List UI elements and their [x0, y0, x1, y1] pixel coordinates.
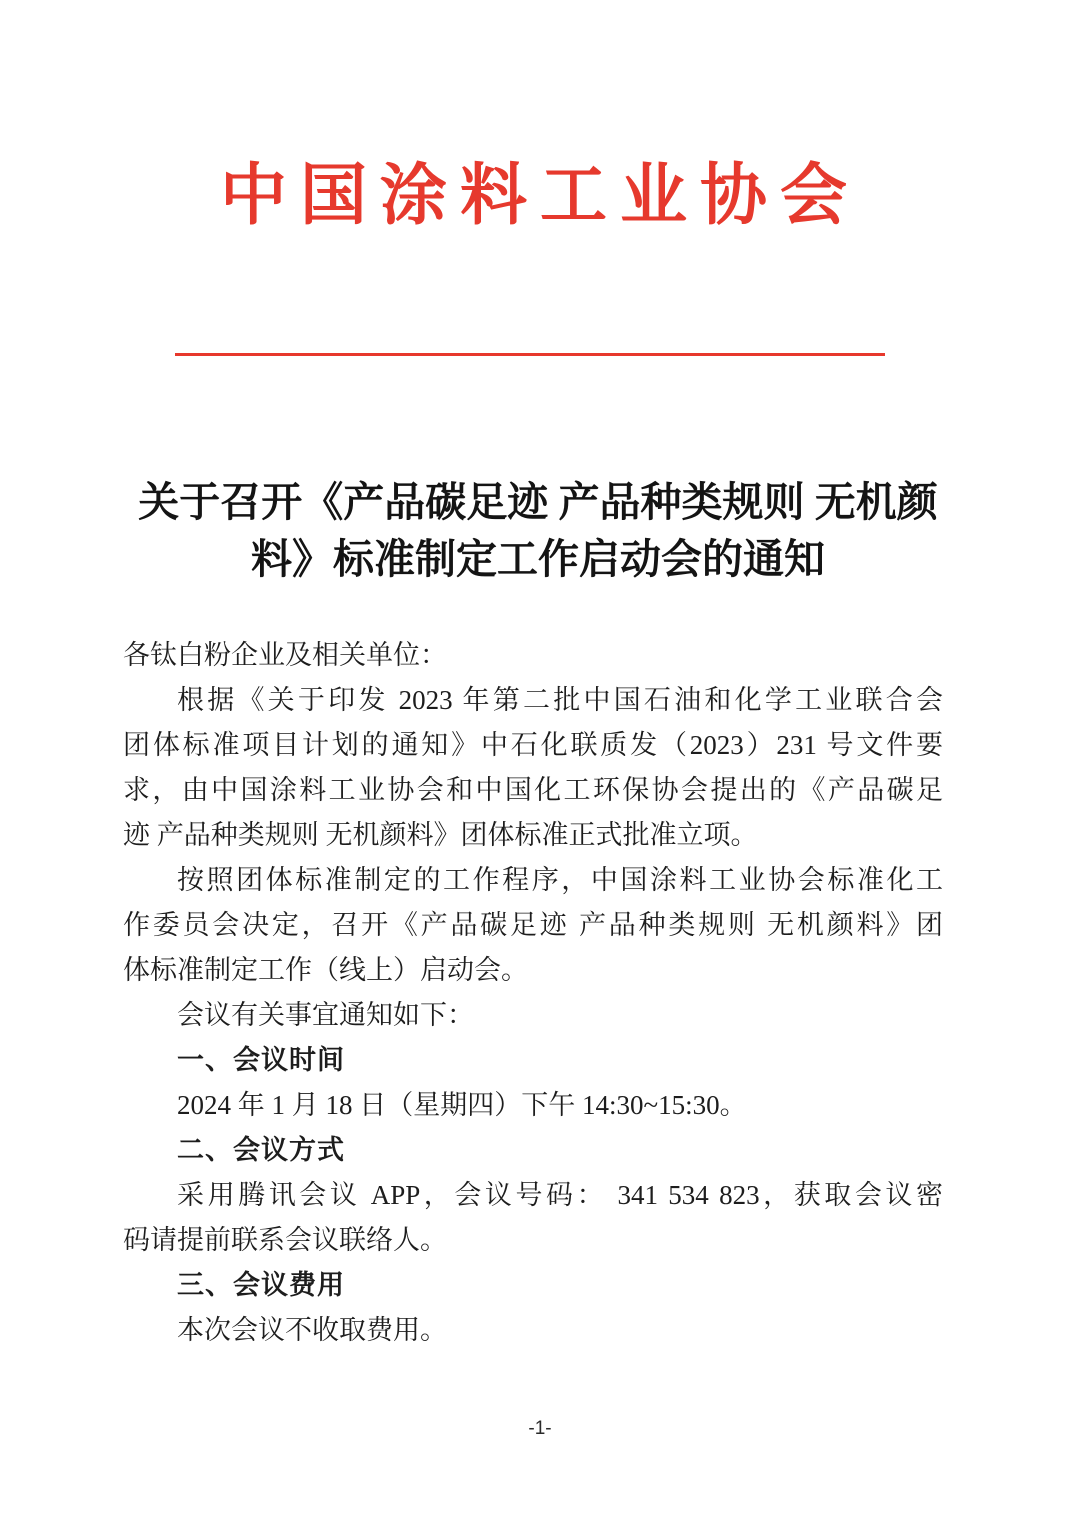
page-number: -1- — [528, 1418, 552, 1439]
paragraph-line: 根据《关于印发 2023 年第二批中国石油和化学工业联合会 — [177, 685, 943, 715]
paragraph-line: 迹 产品种类规则 无机颜料》团体标准正式批准立项。 — [123, 820, 758, 850]
section-heading-meeting-fee: 三、会议费用 — [177, 1270, 345, 1300]
letterhead-divider-rule — [175, 353, 885, 356]
meeting-method-line: 码请提前联系会议联络人。 — [123, 1225, 447, 1255]
salutation-line: 各钛白粉企业及相关单位： — [123, 640, 447, 670]
paragraph-line: 会议有关事宜通知如下： — [177, 1000, 474, 1030]
paragraph-line: 团体标准项目计划的通知》中石化联质发（2023）231 号文件要 — [123, 730, 943, 760]
paragraph-line: 按照团体标准制定的工作程序，中国涂料工业协会标准化工 — [177, 865, 943, 895]
section-heading-meeting-time: 一、会议时间 — [177, 1045, 345, 1075]
section-heading-meeting-method: 二、会议方式 — [177, 1135, 345, 1165]
meeting-fee-line: 本次会议不收取费用。 — [177, 1315, 447, 1345]
meeting-method-line: 采用腾讯会议 APP，会议号码： 341 534 823，获取会议密 — [177, 1180, 943, 1210]
notice-body — [123, 633, 943, 1353]
meeting-time-line: 2024 年 1 月 18 日（星期四）下午 14:30~15:30。 — [177, 1090, 747, 1120]
paragraph-line: 作委员会决定，召开《产品碳足迹 产品种类规则 无机颜料》团 — [123, 910, 943, 940]
paragraph-line: 体标准制定工作（线上）启动会。 — [123, 955, 528, 985]
document-title-line1: 关于召开《产品碳足迹 产品种类规则 无机颜 — [138, 479, 938, 525]
paragraph-line: 求，由中国涂料工业协会和中国化工环保协会提出的《产品碳足 — [123, 775, 943, 805]
document-title-line2: 料》标准制定工作启动会的通知 — [251, 536, 825, 582]
document-title — [120, 474, 956, 588]
letterhead-org-name: 中国涂料工业协会 — [220, 159, 860, 233]
